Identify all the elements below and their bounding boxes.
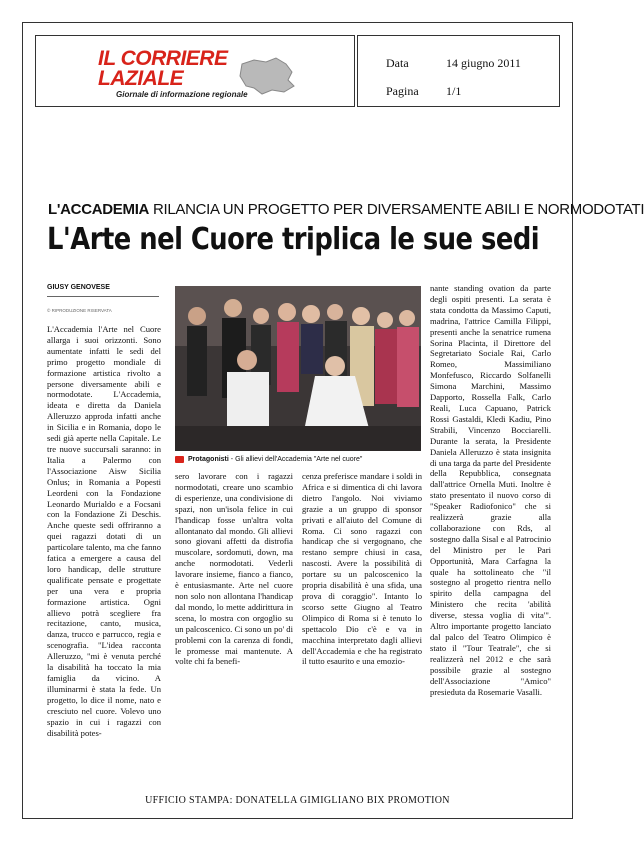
group-photo-image (175, 286, 421, 451)
page-value: 1/1 (446, 84, 462, 98)
page-label: Pagina (386, 84, 419, 98)
column-1-text: L'Accademia l'Arte nel Cuore allarga i suoi orizzonti. Sono aumentate infatti le sedi del primo progetto mondiale di formazione artistica rivolto a persone diversamente abili e normodotate. L'Accademia, ideata e diretta da Daniela Alleruzzo approda infatti anche in Sicilia e in Romania, dopo le sedi già aperte nella Capitale. Le tre nuove succursali saranno: in Italia a Palermo con l'Associazione Aisw Sicilia Onlus; in Romania a Popesti Leordeni con la Fondazione Leonardo Murialdo e a Focsani con la Fondazione Zi Deschis. Anche queste sedi offriranno a quei ragazzi dotati di un particolare talento, ma che fanno fatica a emergere a causa del loro handicap, delle strutture qualificate pensate e progettate per una vera e propria formazione artistica. Ogni allievo potrà scegliere fra recitazione, canto, musica, danza, trucco e parrucco, regia e scenografia. "L'idea racconta Alleruzzo, "mi è venuta perché la disabilità ha toccato la mia famiglia da vicino. A illuminarmi è stata la fede. Un progetto, lo dice il nome, nato e cresciuto nel cuore. Volevo uno spazio in cui i ragazzi con disabilità potes- (47, 324, 161, 738)
byline: GIUSY GENOVESE (47, 284, 110, 291)
column-3-text: cenza preferisce mandare i soldi in Africa e si dimentica di chi lavora dietro l'angolo. Noi viviamo grazie a un gruppo di sponsor privati e all'aiuto del Comune di Roma. Ci sono ragazzi con handicap che si vergognano, che restano sempre chiusi in casa, nascosti. Avere la possibilità di portare su un palcoscenico la propria disabilità è una sfida, una prova di coraggio". Intanto lo scorso sette Giugno al Teatro Olimpico di Roma si è tenuto lo spettacolo Dio c'è e va in macchina interpretato dagli allievi dell'Accademia e che ha registrato il tutto esaurito e una emozio- (302, 471, 422, 667)
date-value: 14 giugno 2011 (446, 56, 521, 70)
camera-icon (175, 456, 184, 463)
page-row (386, 84, 461, 99)
logo-line-1: IL CORRIERE (98, 47, 228, 70)
logo-line-2: LAZIALE (98, 67, 184, 90)
article-column-1 (47, 324, 161, 738)
date-row (386, 56, 521, 71)
byline-divider (47, 296, 159, 297)
date-label: Data (386, 56, 409, 70)
masthead-box (35, 35, 355, 107)
article-headline: L'Arte nel Cuore triplica le sue sedi (47, 222, 540, 257)
photo-caption (175, 452, 421, 466)
caption-text: - Gli allievi dell'Accademia "Arte nel cuore" (228, 455, 363, 463)
column-2-text: sero lavorare con i ragazzi normodotati, creare uno scambio di esperienze, una condivisione di spazi, non un'isola felice in cui l'handicap fosse un'altra volta allontanato dal mondo. Gli allievi sono giovani affetti da distrofia muscolare, sordomuti, down, ma anche normodotati. Vederli lavorare insieme, fianco a fianco, è entusiasmante. Arte nel cuore non solo non allontana l'handicap dal mondo, lo mette addirittura in scena, lo mostra con orgoglio su un palcoscenico. Ci sono un po' di problemi con la carenza di fondi, le promesse mai mantenute. A volte chi fa benefi- (175, 471, 293, 667)
kicker-bold: L'ACCADEMIA (48, 201, 150, 218)
article-kicker (48, 201, 644, 218)
kicker-rest: RILANCIA UN PROGETTO PER DIVERSAMENTE ABILI E NORMODOTATI (149, 201, 644, 218)
press-office-footer: UFFICIO STAMPA: DONATELLA GIMIGLIANO BIX PROMOTION (145, 795, 450, 806)
caption-label: Protagonisti (188, 455, 229, 463)
newspaper-logo (98, 48, 298, 98)
copyright-note: © RIPRODUZIONE RISERVATA (47, 308, 112, 313)
column-4-text: nante standing ovation da parte degli ospiti presenti. La serata è stata condotta da Massimo Caputi, madrina, l'attrice Camilla Filippi, presenti anche la senatrice rumena Sorina Placinta, il Direttore del Segretariato Sociale Rai, Carlo Romeo, Massimiliano Monfefusco, Riccardo Solfanelli Simona Marchini, Massimo Dapporto, Rossella Falk, Carlo Reali, Luca Capuano, Patrick Rossi Gastaldi, Kledi Kadiu, Pino Strabili, Vincenzo Bocciarelli. Durante la serata, la Presidente Daniela Alleruzzo è stata insignita di una targa da parte del Presidente della Repubblica, consegnata dall'attrice Ornella Muti. Inoltre è stato presentato il nuovo corso di "Speaker Radiofonico" che si realizzerà grazie alla collaborazione con Rds, al sostegno dalla Sisal e al Patrocinio del Ministro per le Pari Opportunità, Mara Carfagna la quale ha sottolineato che "il sostegno al progetto rientra nello spirito della campagna del Ministero che recita 'abilità diverse, stessa voglia di vita'". Altro importante progetto lanciato dal palco del Teatro Olimpico è stato il "Tour Teatrale", che si realizzerà nel 2012 e che sarà possibile grazie al sostegno dell'Associazione "Amico" presieduta da Rosemarie Vasalli. (430, 283, 551, 697)
article-column-2 (175, 471, 293, 741)
meta-box (357, 35, 560, 107)
article-column-3 (302, 471, 422, 741)
group-photo (175, 286, 421, 451)
logo-subtitle: Giornale di informazione regionale (116, 90, 248, 99)
article-column-4 (430, 283, 551, 753)
